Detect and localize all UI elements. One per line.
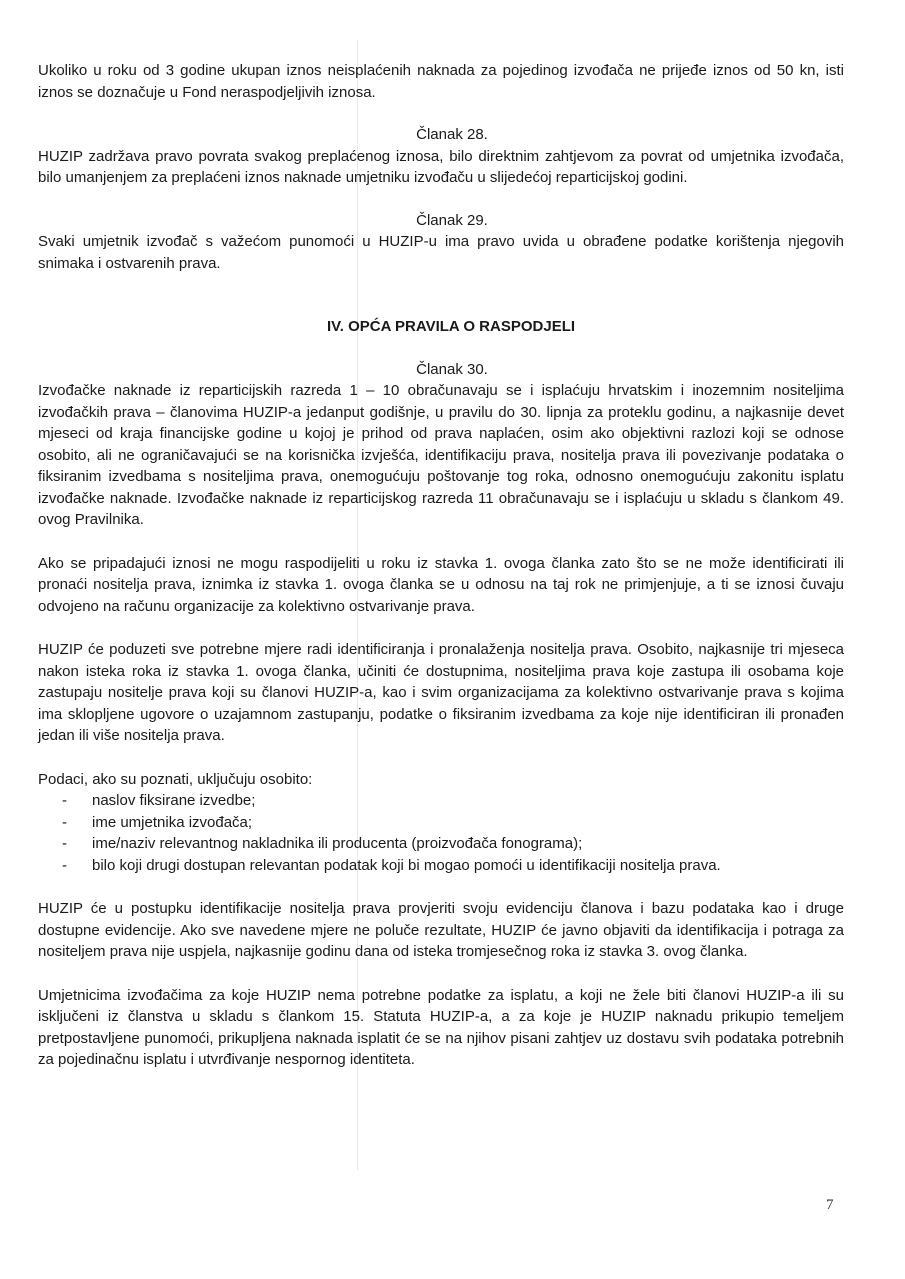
article-30-paragraph-4: HUZIP će u postupku identifikacije nositelja prava provjeriti svoju evidenciju članova i bazu podataka kao i druge dostupne evidencije. Ako sve navedene mjere ne poluče rezultate, HUZIP će javno objaviti da identifikacija i potraga za nositeljem prava nije uspjela, najkasnije godinu dana od isteka tromjesečnog roka iz stavka 3. ovog članka. xyxy=(38,900,844,960)
article-30-list-intro: Podaci, ako su poznati, uključuju osobito: xyxy=(38,770,313,788)
article-30-paragraph-2: Ako se pripadajući iznosi ne mogu raspodijeliti u roku iz stavka 1. ovoga članka zato što se ne može identificirati ili pronaći nositelja prava, iznimka iz stavka 1. ovoga članka se u odnosu na taj rok ne primjenjuje, a ti se iznosi čuvaju odvojeno na računu organizacije za kolektivno ostvarivanje prava. xyxy=(38,554,844,615)
list-item: - ime umjetnika izvođača; xyxy=(62,812,844,834)
page-number: 7 xyxy=(826,1197,834,1213)
section-iv-title: IV. OPĆA PRAVILA O RASPODJELI xyxy=(326,318,576,335)
article-30-data-list xyxy=(38,790,844,876)
article-30-paragraph-5: Umjetnicima izvođačima za koje HUZIP nema potrebne podatke za isplatu, a koji ne žele biti članovi HUZIP-a ili su isključeni iz članstva u skladu s člankom 15. Statuta HUZIP-a, a za koje je HUZIP naknadu prikupio temeljem pretpostavljene punomoći, prikupljena naknada isplatit će se na njihov pisani zahtjev uz dostavu svih podataka potrebnih za pojedinačnu isplatu i utvrđivanje nespornog identiteta. xyxy=(38,986,844,1068)
list-item: - naslov fiksirane izvedbe; xyxy=(62,790,844,812)
document-page xyxy=(38,60,844,1071)
article-28-title: Članak 28. xyxy=(416,126,488,143)
article-29-title: Članak 29. xyxy=(416,211,488,229)
article-30-paragraph-3: HUZIP će poduzeti sve potrebne mjere radi identificiranja i pronalaženja nositelja prava. Osobito, najkasnije tri mjeseca nakon isteka roka iz stavka 1. ovoga članka, učiniti će dostupnima, nositeljima prava koje zastupa ili osobama koje zastupaju nositelje prava koji su članovi HUZIP-a, kao i svim organizacijama za kolektivno ostvarivanje prava s kojima ima sklopljene ugovore o uzajamnom zastupanju, podatke o fiksiranim izvedbama za koje nije identificiran ili pronađen jedan ili više nositelja prava. xyxy=(38,641,844,744)
article-29-text: Svaki umjetnik izvođač s važećom punomoći u HUZIP-u ima pravo uvida u obrađene podatke korištenja njegovih snimaka i ostvarenih prava. xyxy=(38,233,844,272)
paragraph-fund-transfer: Ukoliko u roku od 3 godine ukupan iznos neisplaćenih naknada za pojedinog izvođača ne prijeđe iznos od 50 kn, isti iznos se doznačuje u Fond neraspodjeljivih iznosa. xyxy=(38,62,844,101)
list-item: - ime/naziv relevantnog nakladnika ili producenta (proizvođača fonograma); xyxy=(62,833,844,855)
article-30-paragraph-1: Izvođačke naknade iz reparticijskih razreda 1 – 10 obračunavaju se i isplaćuju hrvatskim i inozemnim nositeljima izvođačkih prava – članovima HUZIP-a jedanput godišnje, u pravilu do 30. lipnja za proteklu godinu, a najkasnije devet mjeseci od kraja financijske godine u kojoj je prihod od prava naplaćen, osim ako objektivni razlozi koji se odnose osobito, ali ne ograničavajući se na korisnička izvješća, identifikaciju prava, nositelja prava ili povezivanje podataka o fiksiranim izvedbama s nositeljima prava, onemogućuju poštovanje tog roka, odnosno onemogućuju zakonitu isplatu izvođačke naknade. Izvođačke naknade iz reparticijskog razreda 11 obračunavaju se i isplaćuju u skladu s člankom 49. ovog Pravilnika. xyxy=(38,382,844,528)
article-28-text: HUZIP zadržava pravo povrata svakog preplaćenog iznosa, bilo direktnim zahtjevom za povrat od umjetnika izvođača, bilo umanjenjem za preplaćeni iznos naknade umjetniku izvođaču u slijedećoj reparticijskoj godini. xyxy=(38,147,844,186)
article-30-title: Članak 30. xyxy=(416,360,488,378)
list-item: - bilo koji drugi dostupan relevantan podatak koji bi mogao pomoći u identifikaciji nositelja prava. xyxy=(62,855,732,877)
